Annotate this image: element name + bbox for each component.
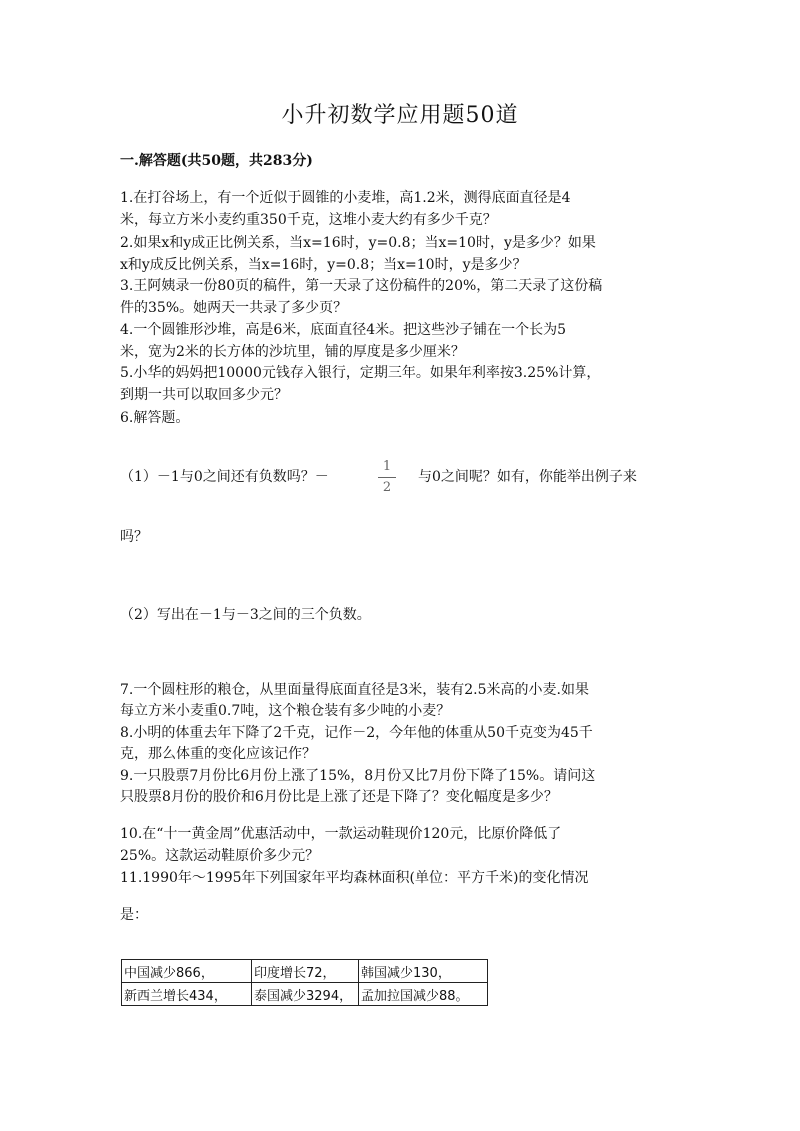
- q6-part1-after: 与0之间呢？如有，你能举出例子来: [418, 469, 637, 485]
- page-title: 小升初数学应用题50道: [281, 103, 519, 128]
- text-line: 米，每立方米小麦约重350千克，这堆小麦大约有多少千克？: [120, 212, 497, 228]
- table-cell: 孟加拉国减少88。: [359, 983, 488, 1006]
- text-line: 4.一个圆锥形沙堆，高是6米，底面直径4米。把这些沙子铺在一个长为5: [120, 322, 567, 338]
- text-line: 件的35%。她两天一共录了多少页？: [120, 300, 348, 316]
- text-line: x和y成反比例关系，当x=16时，y=0.8；当x=10时，y是多少？: [120, 257, 527, 273]
- q6-part2: （2）写出在－1与－3之间的三个负数。: [120, 607, 371, 623]
- text-line: 克，那么体重的变化应该记作？: [120, 746, 316, 762]
- table-cell: 泰国减少3294，: [252, 983, 359, 1006]
- text-line: 7.一个圆柱形的粮仓，从里面量得底面直径是3米，装有2.5米高的小麦.如果: [120, 682, 589, 698]
- text-line: 10.在“十一黄金周”优惠活动中，一款运动鞋现价120元，比原价降低了: [120, 826, 562, 842]
- fraction-bar: [378, 477, 396, 478]
- section-heading: 一.解答题(共50题，共283分): [120, 153, 313, 169]
- text-line: 2.如果x和y成正比例关系，当x=16时，y=0.8；当x=10时，y是多少？如果: [120, 235, 596, 251]
- text-line: 每立方米小麦重0.7吨，这个粮仓装有多少吨的小麦？: [120, 703, 451, 719]
- forest-area-table: [121, 959, 488, 1006]
- table-cell: 新西兰增长434，: [122, 983, 252, 1006]
- text-line: 3.王阿姨录一份80页的稿件，第一天录了这份稿件的20%，第二天录了这份稿: [120, 278, 603, 294]
- text-line: 8.小明的体重去年下降了2千克，记作－2，今年他的体重从50千克变为45千: [120, 725, 593, 741]
- q11-tail: 是：: [120, 907, 148, 923]
- fraction-numerator: 1: [382, 459, 392, 474]
- text-line: 1.在打谷场上，有一个近似于圆锥的小麦堆，高1.2米，测得底面直径是4: [120, 190, 571, 206]
- table-cell: 印度增长72，: [252, 960, 359, 983]
- fraction-one-half: [378, 459, 396, 496]
- table-row: [122, 983, 488, 1006]
- text-line: 25%。这款运动鞋原价多少元？: [120, 848, 320, 864]
- table-cell: 韩国减少130，: [359, 960, 488, 983]
- q6-part1-before: （1）－1与0之间还有负数吗？－: [120, 469, 329, 485]
- text-line: 9.一只股票7月份比6月份上涨了15%，8月份又比7月份下降了15%。请问这: [120, 768, 596, 784]
- text-line: 5.小华的妈妈把10000元钱存入银行，定期三年。如果年利率按3.25%计算，: [120, 365, 601, 381]
- q6-part1-tail: 吗？: [120, 529, 148, 545]
- table-cell: 中国减少866，: [122, 960, 252, 983]
- text-line: 6.解答题。: [120, 410, 190, 426]
- text-line: 米，宽为2米的长方体的沙坑里，铺的厚度是多少厘米？: [120, 344, 465, 360]
- text-line: 到期一共可以取回多少元？: [120, 387, 288, 403]
- fraction-denominator: 2: [382, 480, 392, 495]
- text-line: 11.1990年～1995年下列国家年平均森林面积(单位：平方千米)的变化情况: [120, 870, 589, 886]
- table-row: [122, 960, 488, 983]
- text-line: 只股票8月份的股价和6月份比是上涨了还是下降了？变化幅度是多少？: [120, 789, 558, 805]
